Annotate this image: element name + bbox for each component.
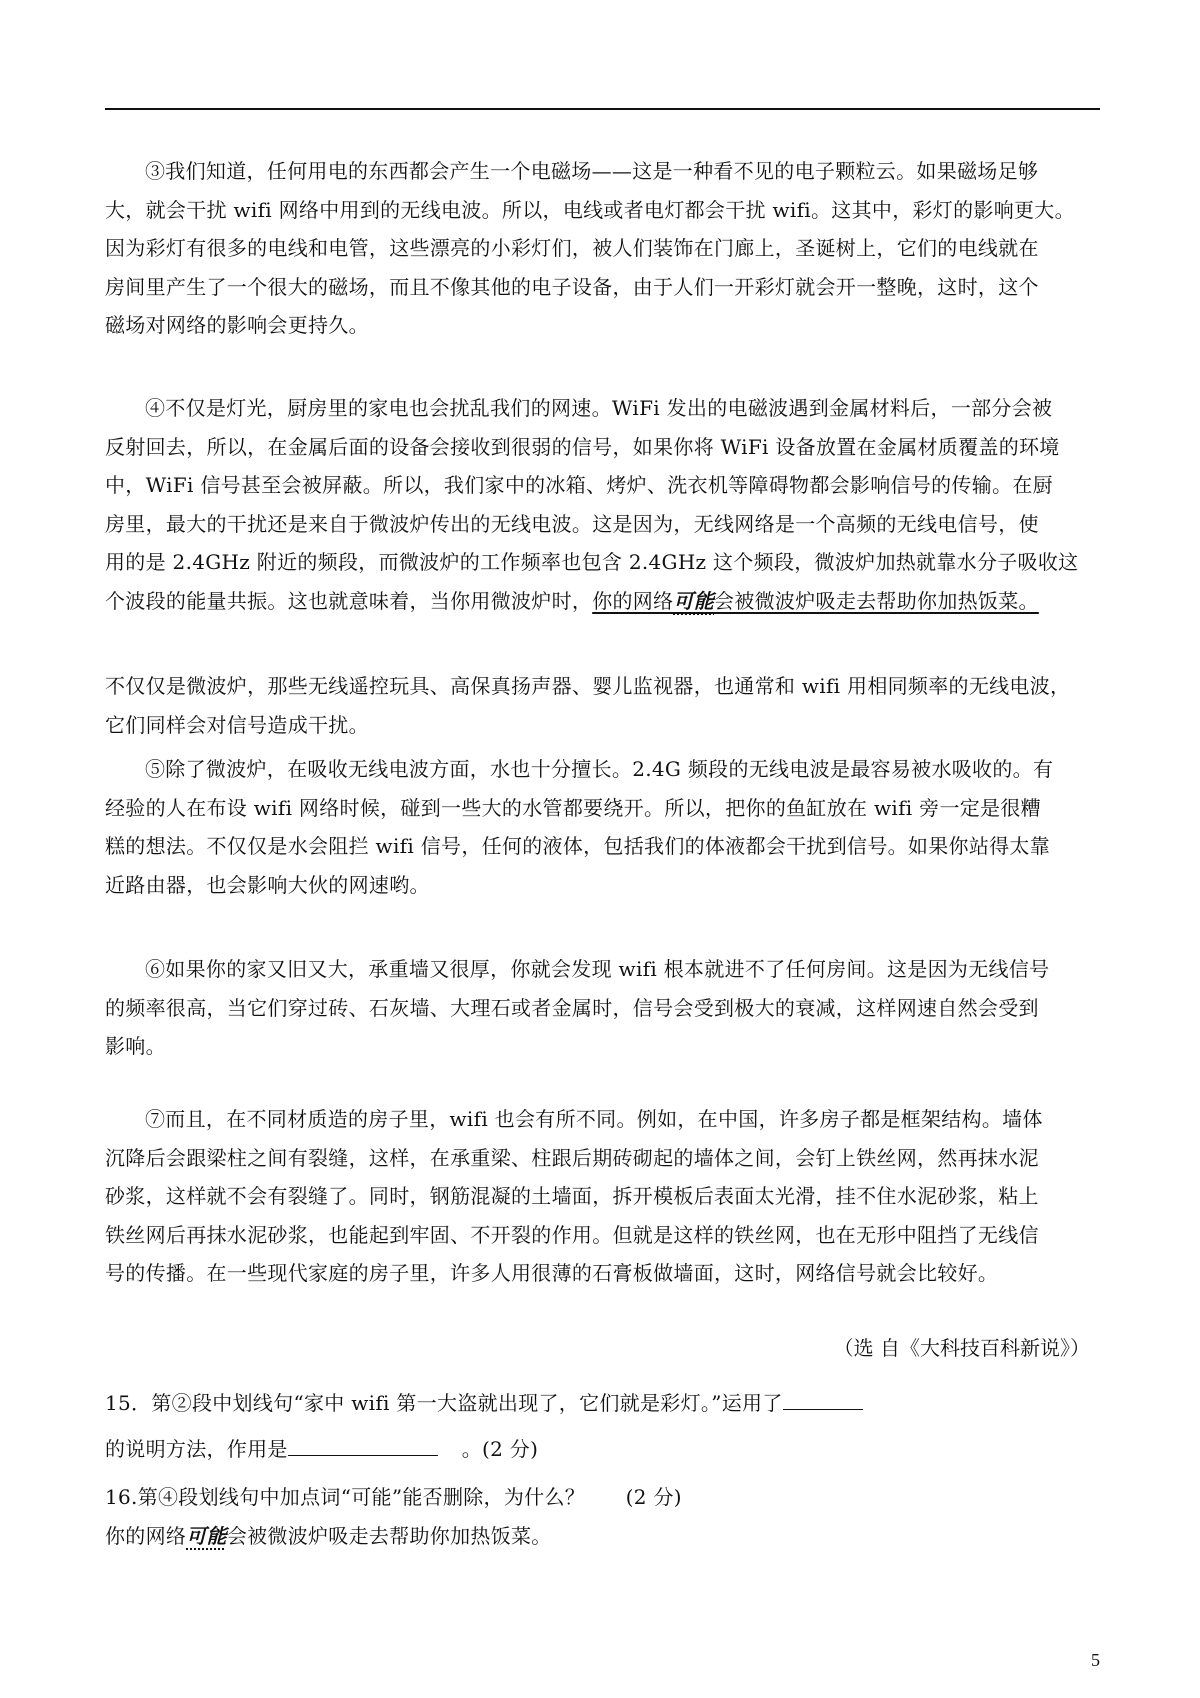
underlined-sentence	[592, 589, 1039, 613]
emphasized-word: 可能	[186, 1523, 227, 1548]
text-line: 经验的人在布设 wifi 网络时候，碰到一些大的水管都要绕开。所以，把你的鱼缸放在 wifi 旁一定是很糟	[105, 795, 1041, 820]
question-line	[105, 1426, 1100, 1472]
text-line: 砂浆，这样就不会有裂缝了。同时，钢筋混凝的土墙面，拆开模板后表面太光滑，挂不住水泥砂浆，粘上	[105, 1184, 1039, 1208]
text-span: 会被微波炉吸走去帮助你加热饭菜。	[226, 1523, 552, 1548]
question-text: 的说明方法，作用是	[105, 1437, 288, 1461]
page-number: 5	[1091, 1650, 1100, 1670]
header-rule	[105, 108, 1100, 110]
text-line: ③我们知道，任何用电的东西都会产生一个电磁场——这是一种看不见的电子颗粒云。如果磁场足够	[145, 159, 1039, 183]
text-line: 大，就会干扰 wifi 网络中用到的无线电波。所以，电线或者电灯都会干扰 wifi。这其中，彩灯的影响更大。	[105, 197, 1075, 222]
question-line	[105, 1517, 1100, 1556]
paragraph-3	[105, 152, 1100, 345]
paragraph-6	[105, 950, 1100, 1066]
source-citation: （选 自《大科技百科新说》）	[833, 1336, 1090, 1360]
text-line: 沉降后会跟梁柱之间有裂缝，这样，在承重梁、柱跟后期砖砌起的墙体之间，会钉上铁丝网，然再抹水泥	[105, 1145, 1039, 1170]
text-line: 房里，最大的干扰还是来自于微波炉传出的无线电波。这是因为，无线网络是一个高频的无线电信号，使	[105, 511, 1039, 536]
text-line: 中，WiFi 信号甚至会被屏蔽。所以，我们家中的冰箱、烤炉、洗衣机等障碍物都会影响信号的传输。在厨	[105, 473, 1053, 497]
text-line: ⑤除了微波炉，在吸收无线电波方面，水也十分擅长。2.4G 频段的无线电波是最容易被水吸收的。有	[145, 757, 1054, 781]
text-line: 它们同样会对信号造成干扰。	[105, 712, 369, 737]
text-line: 不仅仅是微波炉，那些无线遥控玩具、高保真扬声器、婴儿监视器，也通常和 wifi 用相同频率的无线电波，	[105, 674, 1071, 698]
text-line: ④不仅是灯光，厨房里的家电也会扰乱我们的网速。WiFi 发出的电磁波遇到金属材料后，一部分会被	[145, 396, 1053, 420]
paragraph-4	[105, 389, 1100, 620]
text-line: ⑥如果你的家又旧又大，承重墙又很厚，你就会发现 wifi 根本就进不了任何房间。这是因为无线信号	[145, 957, 1050, 981]
question-text: 15．第②段中划线句“家中 wifi 第一大盗就出现了，它们就是彩灯。”运用了	[105, 1391, 783, 1415]
question-text: 。(2 分)	[461, 1437, 539, 1461]
text-line: 影响。	[105, 1034, 166, 1058]
text-line: 号的传播。在一些现代家庭的房子里，许多人用很薄的石膏板做墙面，这时，网络信号就会比较好。	[105, 1261, 999, 1285]
text-line: 磁场对网络的影响会更持久。	[105, 313, 369, 337]
emphasized-word: 可能	[673, 588, 715, 613]
text-span: 你的网络	[105, 1523, 187, 1548]
text-line: 因为彩灯有很多的电线和电管，这些漂亮的小彩灯们，被人们装饰在门廊上，圣诞树上，它们的电线就在	[105, 236, 1039, 260]
paragraph-5	[105, 750, 1100, 904]
text-line: 反射回去，所以，在金属后面的设备会接收到很弱的信号，如果你将 WiFi 设备放置在金属材质覆盖的环境	[105, 434, 1060, 459]
paragraph-7	[105, 1100, 1100, 1293]
question-16	[105, 1478, 1100, 1555]
question-line	[105, 1380, 1100, 1426]
text-span: 会被微波炉吸走去帮助你加热饭菜。	[714, 588, 1039, 613]
question-15	[105, 1380, 1100, 1472]
text-line	[105, 582, 1100, 621]
text-line: 近路由器，也会影响大伙的网速哟。	[105, 872, 430, 897]
text-line: 铁丝网后再抹水泥砂浆，也能起到牢固、不开裂的作用。但就是这样的铁丝网，也在无形中阻挡了无线信	[105, 1222, 1039, 1247]
text-line: 糕的想法。不仅仅是水会阻拦 wifi 信号，任何的液体，包括我们的体液都会干扰到信号。如果你站得太靠	[105, 834, 1051, 858]
answer-blank[interactable]	[288, 1433, 438, 1456]
text-span: 你的网络	[592, 588, 674, 613]
text-line: 房间里产生了一个很大的磁场，而且不像其他的电子设备，由于人们一开彩灯就会开一整晚，这时，这个	[105, 274, 1039, 299]
answer-blank[interactable]	[783, 1387, 863, 1410]
text-span: 个波段的能量共振。这也就意味着，当你用微波炉时，	[105, 588, 593, 613]
text-line: 用的是 2.4GHz 附近的频段，而微波炉的工作频率也包含 2.4GHz 这个频段，微波炉加热就靠水分子吸收这	[105, 550, 1079, 574]
paragraph-4-continued	[105, 667, 1100, 744]
text-line: 的频率很高，当它们穿过砖、石灰墙、大理石或者金属时，信号会受到极大的衰减，这样网速自然会受到	[105, 995, 1039, 1020]
question-line: 16.第④段划线句中加点词“可能”能否删除，为什么？ (2 分)	[105, 1485, 682, 1509]
text-line: ⑦而且，在不同材质造的房子里，wifi 也会有所不同。例如，在中国，许多房子都是框架结构。墙体	[145, 1107, 1043, 1131]
